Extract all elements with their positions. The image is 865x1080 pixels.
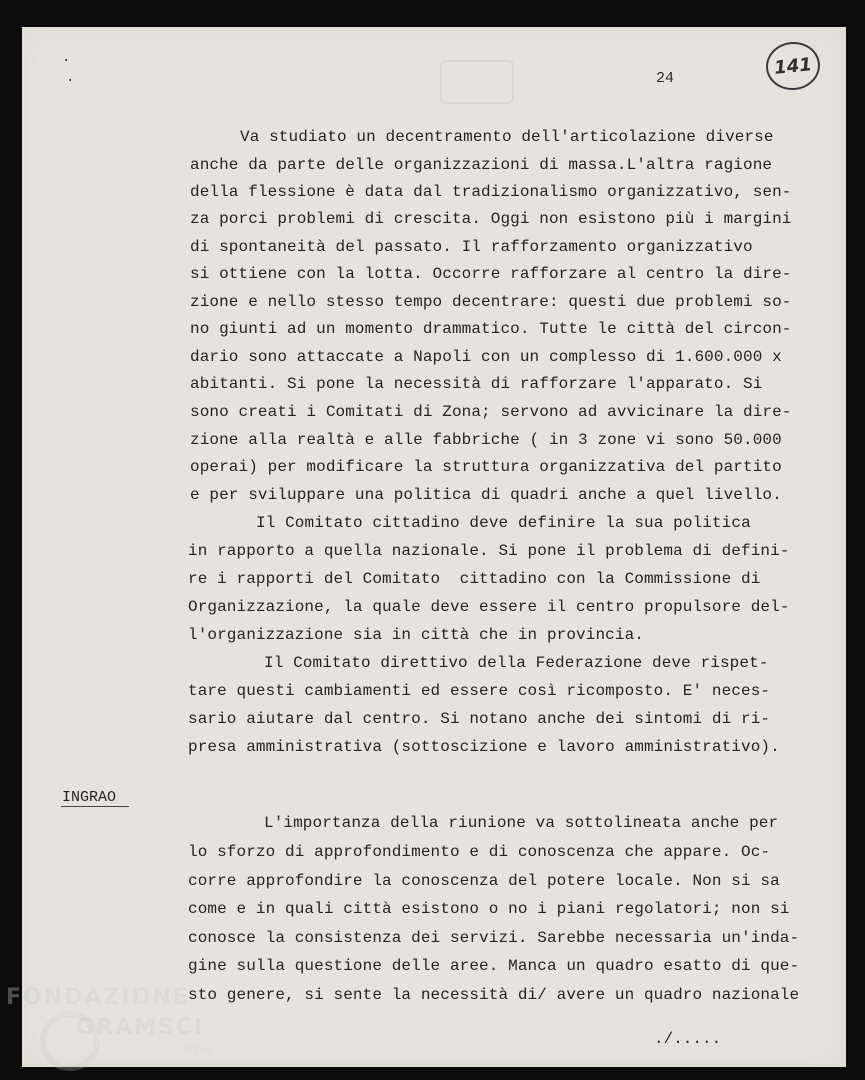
text-line: L'importanza della riunione va sottolineata anche per	[264, 814, 779, 832]
logo-text: FONDAZIONE	[6, 985, 190, 1010]
text-line: anche da parte delle organizzazioni di massa.L'altra ragione	[190, 156, 773, 174]
text-line: Il Comitato cittadino deve definire la sua politica	[256, 514, 751, 532]
speaker-underline	[61, 806, 129, 807]
text-line: re i rapporti del Comitato cittadino con la Commissione di	[188, 570, 761, 588]
text-line: za porci problemi di crescita. Oggi non esistono più i margini	[190, 210, 792, 228]
text-line: della flessione è data dal tradizionalismo organizzativo, sen-	[190, 183, 792, 201]
text-line: e per sviluppare una politica di quadri anche a quel livello.	[190, 486, 782, 504]
margin-mark: .	[66, 70, 75, 86]
text-line: si ottiene con la lotta. Occorre rafforzare al centro la dire-	[190, 265, 792, 283]
text-line: Va studiato un decentramento dell'articolazione diverse	[240, 128, 774, 146]
speaker-name: INGRAO	[62, 789, 117, 806]
logo-text: GRAMSCI	[76, 1015, 205, 1040]
text-line: presa amministrativa (sottoscizione e lavoro amministrativo).	[188, 738, 780, 756]
text-line: tare questi cambiamenti ed essere così ricomposto. E' neces-	[188, 682, 771, 700]
archive-stamp-ghost	[440, 60, 514, 104]
text-line: sto genere, si sente la necessità di/ avere un quadro nazionale	[188, 986, 800, 1004]
logo-text: onlus	[184, 1045, 211, 1056]
text-line: gine sulla questione delle aree. Manca un quadro esatto di que-	[188, 957, 800, 975]
text-line: Il Comitato direttivo della Federazione deve rispet-	[264, 654, 769, 672]
page-number: 24	[656, 70, 675, 87]
text-line: di spontaneità del passato. Il rafforzamento organizzativo	[190, 238, 753, 256]
text-line: conosce la consistenza dei servizi. Sarebbe necessaria un'inda-	[188, 929, 800, 947]
text-line: operai) per modificare la struttura organizzativa del partito	[190, 458, 782, 476]
text-line: lo sforzo di approfondimento e di conoscenza che appare. Oc-	[188, 843, 771, 861]
text-line: zione e nello stesso tempo decentrare: questi due problemi so-	[190, 293, 792, 311]
continuation-mark: ./.....	[654, 1030, 722, 1048]
text-line: corre approfondire la conoscenza del potere locale. Non si sa	[188, 872, 780, 890]
text-line: in rapporto a quella nazionale. Si pone il problema di defini-	[188, 542, 790, 560]
text-line: dario sono attaccate a Napoli con un complesso di 1.600.000 x	[190, 348, 782, 366]
text-line: sario aiutare dal centro. Si notano anche dei sintomi di ri-	[188, 710, 771, 728]
text-line: l'organizzazione sia in città che in provincia.	[188, 626, 644, 644]
text-line: no giunti ad un momento drammatico. Tutte le città del circon-	[190, 320, 792, 338]
text-line: abitanti. Si pone la necessità di rafforzare l'apparato. Si	[190, 375, 763, 393]
text-line: zione alla realtà e alle fabbriche ( in 3 zone vi sono 50.000	[190, 431, 782, 449]
text-line: Organizzazione, la quale deve essere il centro propulsore del-	[188, 598, 790, 616]
margin-mark: .	[62, 50, 71, 66]
text-line: sono creati i Comitati di Zona; servono ad avvicinare la dire-	[190, 403, 792, 421]
text-line: come e in quali città esistono o no i piani regolatori; non si	[188, 900, 790, 918]
archive-number-stamp: 141	[764, 39, 823, 92]
